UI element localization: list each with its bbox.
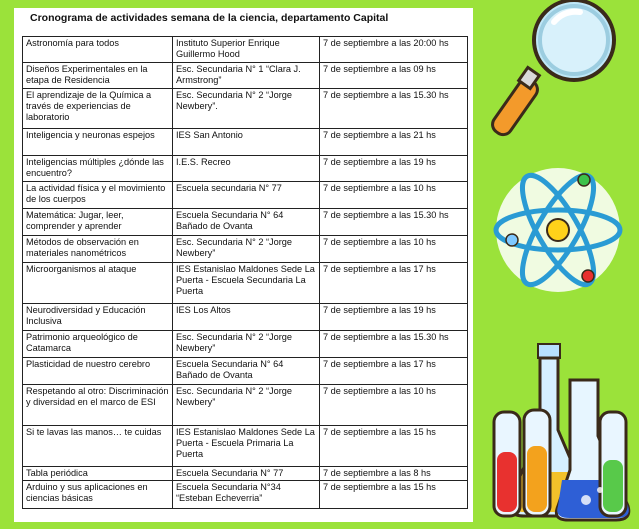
datetime-cell: 7 de septiembre a las 21 hs: [320, 129, 468, 156]
place-cell: IES Estanislao Maldones Sede La Puerta - Escuela Primaria La Puerta: [173, 426, 320, 467]
table-row: [23, 304, 468, 331]
datetime-cell: 7 de septiembre a las 15.30 hs: [320, 89, 468, 129]
datetime-cell: 7 de septiembre a las 8 hs: [320, 467, 468, 481]
place-cell: Esc. Secundaria N° 2 “Jorge Newbery”: [173, 331, 320, 358]
place-cell: IES San Antonio: [173, 129, 320, 156]
activity-cell: Matemática: Jugar, leer, comprender y aprender: [23, 209, 173, 236]
activity-cell: Inteligencias múltiples ¿dónde las encuentro?: [23, 156, 173, 182]
datetime-cell: 7 de septiembre a las 15.30 hs: [320, 331, 468, 358]
datetime-cell: 7 de septiembre a las 15 hs: [320, 481, 468, 509]
place-cell: IES Estanislao Maldones Sede La Puerta - Escuela Secundaria La Puerta: [173, 263, 320, 304]
datetime-cell: 7 de septiembre a las 17 hs: [320, 358, 468, 385]
activity-cell: Astronomía para todos: [23, 37, 173, 63]
place-cell: Esc. Secundaria N° 1 “Clara J. Armstrong”: [173, 63, 320, 89]
table-row: [23, 358, 468, 385]
place-cell: Escuela Secundaria N° 77: [173, 467, 320, 481]
datetime-cell: 7 de septiembre a las 17 hs: [320, 263, 468, 304]
place-cell: Esc. Secundaria N° 2 “Jorge Newbery”: [173, 236, 320, 263]
place-cell: IES Los Altos: [173, 304, 320, 331]
table-row: [23, 89, 468, 129]
table-row: [23, 481, 468, 509]
place-cell: Escuela Secundaria N° 64 Bañado de Ovanta: [173, 358, 320, 385]
datetime-cell: 7 de septiembre a las 09 hs: [320, 63, 468, 89]
table-row: [23, 426, 468, 467]
datetime-cell: 7 de septiembre a las 10 hs: [320, 385, 468, 426]
activity-cell: Si te lavas las manos… te cuidas: [23, 426, 173, 467]
activity-cell: La actividad física y el movimiento de los cuerpos: [23, 182, 173, 209]
activity-cell: El aprendizaje de la Química a través de experiencias de laboratorio: [23, 89, 173, 129]
lab-flasks-icon: [490, 340, 635, 525]
table-row: [23, 331, 468, 358]
table-row: [23, 182, 468, 209]
activity-cell: Microorganismos al ataque: [23, 263, 173, 304]
activity-cell: Plasticidad de nuestro cerebro: [23, 358, 173, 385]
table-row: [23, 385, 468, 426]
magnifying-glass-icon: [482, 0, 632, 152]
table-row: [23, 263, 468, 304]
page-title: Cronograma de actividades semana de la ciencia, departamento Capital: [30, 12, 389, 24]
activity-cell: Patrimonio arqueológico de Catamarca: [23, 331, 173, 358]
activity-cell: Inteligencia y neuronas espejos: [23, 129, 173, 156]
table-row: [23, 236, 468, 263]
datetime-cell: 7 de septiembre a las 15.30 hs: [320, 209, 468, 236]
table-row: [23, 63, 468, 89]
activity-cell: Diseños Experimentales en la etapa de Residencia: [23, 63, 173, 89]
table-row: [23, 37, 468, 63]
activity-cell: Tabla periódica: [23, 467, 173, 481]
activity-cell: Respetando al otro: Discriminación y diversidad en el marco de ESI: [23, 385, 173, 426]
activity-cell: Métodos de observación en materiales nanométricos: [23, 236, 173, 263]
place-cell: Escuela secundaria N° 77: [173, 182, 320, 209]
table-row: [23, 156, 468, 182]
table-row: [23, 209, 468, 236]
place-cell: Escuela Secundaria N°34 “Esteban Echeverria”: [173, 481, 320, 509]
datetime-cell: 7 de septiembre a las 20:00 hs: [320, 37, 468, 63]
place-cell: Instituto Superior Enrique Guillermo Hood: [173, 37, 320, 63]
activity-cell: Neurodiversidad y Educación Inclusiva: [23, 304, 173, 331]
schedule-table: [22, 36, 468, 509]
datetime-cell: 7 de septiembre a las 10 hs: [320, 236, 468, 263]
datetime-cell: 7 de septiembre a las 19 hs: [320, 304, 468, 331]
place-cell: I.E.S. Recreo: [173, 156, 320, 182]
datetime-cell: 7 de septiembre a las 10 hs: [320, 182, 468, 209]
datetime-cell: 7 de septiembre a las 15 hs: [320, 426, 468, 467]
table-row: [23, 129, 468, 156]
place-cell: Esc. Secundaria N° 2 “Jorge Newbery”: [173, 385, 320, 426]
datetime-cell: 7 de septiembre a las 19 hs: [320, 156, 468, 182]
activity-cell: Arduino y sus aplicaciones en ciencias básicas: [23, 481, 173, 509]
place-cell: Esc. Secundaria N° 2 “Jorge Newbery”.: [173, 89, 320, 129]
table-row: [23, 467, 468, 481]
place-cell: Escuela Secundaria N° 64 Bañado de Ovanta: [173, 209, 320, 236]
atom-icon: [488, 160, 628, 300]
